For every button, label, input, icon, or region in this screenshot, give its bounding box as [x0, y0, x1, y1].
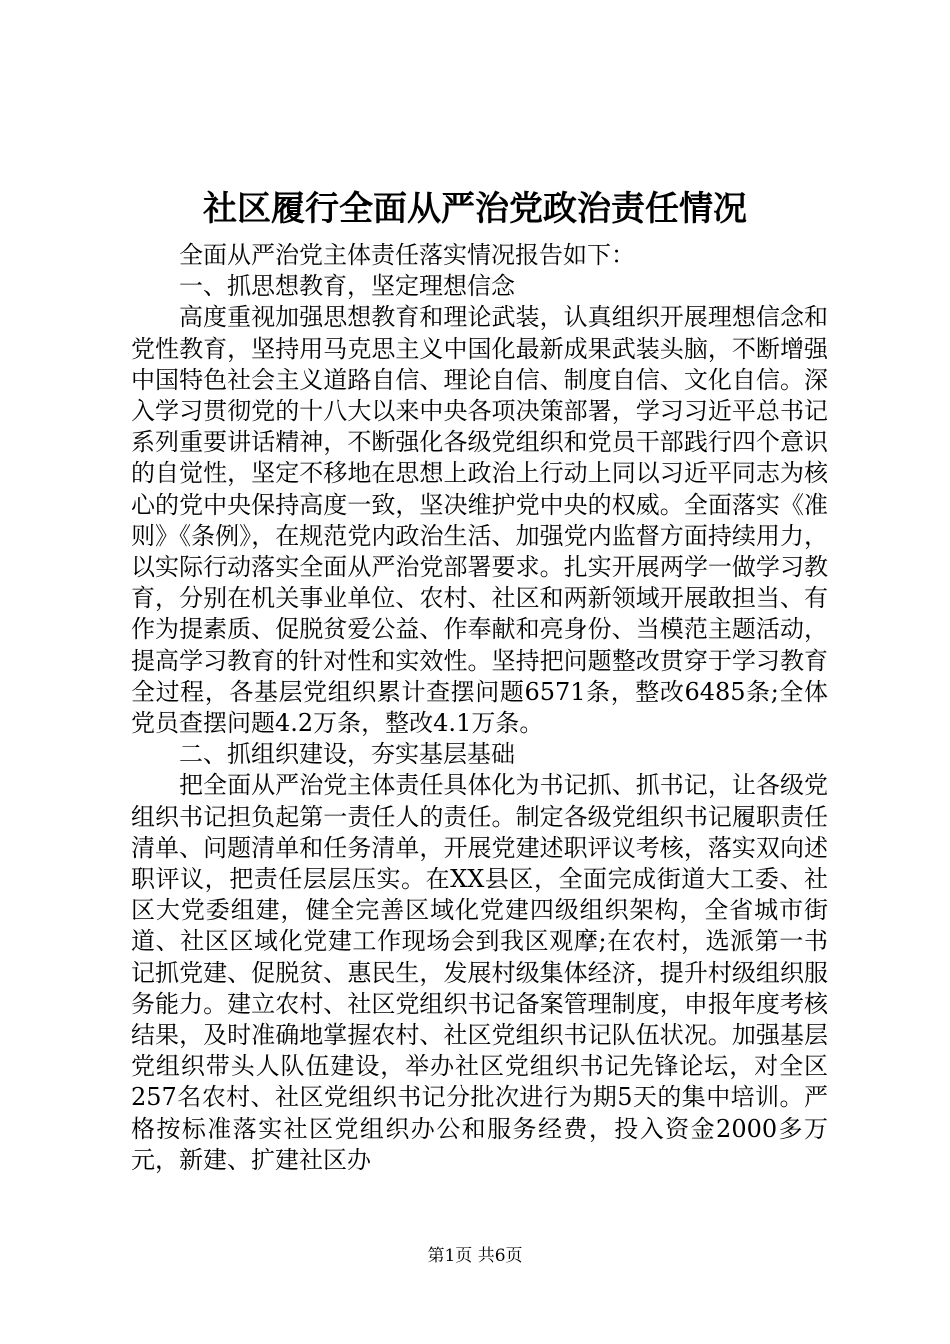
- section-1-paragraph: 高度重视加强思想教育和理论武装，认真组织开展理想信念和党性教育，坚持用马克思主义中国化最新成果武装头脑，不断增强中国特色社会主义道路自信、理论自信、制度自信、文化自信。深入学习贯彻党的十八大以来中央各项决策部署，学习习近平总书记系列重要讲话精神，不断强化各级党组织和党员干部践行四个意识的自觉性，坚定不移地在思想上政治上行动上同以习近平同志为核心的党中央保持高度一致，坚决维护党中央的权威。全面落实《准则》《条例》，在规范党内政治生活、加强党内监督方面持续用力，以实际行动落实全面从严治党部署要求。扎实开展两学一做学习教育，分别在机关事业单位、农村、社区和两新领域开展敢担当、有作为提素质、促脱贫爱公益、作奉献和亮身份、当模范主题活动，提高学习教育的针对性和实效性。坚持把问题整改贯穿于学习教育全过程，各基层党组织累计查摆问题6571条，整改6485条;全体党员查摆问题4.2万条，整改4.1万条。: [131, 303, 828, 738]
- section-2-paragraph: 把全面从严治党主体责任具体化为书记抓、抓书记，让各级党组织书记担负起第一责任人的责任。制定各级党组织书记履职责任清单、问题清单和任务清单，开展党建述职评议考核，落实双向述职评议，把责任层层压实。在XX县区，全面完成街道大工委、社区大党委组建，健全完善区域化党建四级组织架构，全省城市街道、社区区域化党建工作现场会到我区观摩;在农村，选派第一书记抓党建、促脱贫、惠民生，发展村级集体经济，提升村级组织服务能力。建立农村、社区党组织书记备案管理制度，申报年度考核结果，及时准确地掌握农村、社区党组织书记队伍状况。加强基层党组织带头人队伍建设，举办社区党组织书记先锋论坛，对全区257名农村、社区党组织书记分批次进行为期5天的集中培训。严格按标准落实社区党组织办公和服务经费，投入资金2000多万元，新建、扩建社区办: [131, 771, 828, 1174]
- document-title: 社区履行全面从严治党政治责任情况: [203, 189, 747, 229]
- intro-paragraph: 全面从严治党主体责任落实情况报告如下：: [179, 241, 635, 269]
- page-number-footer: 第1页 共6页: [427, 1246, 523, 1266]
- document-body: [131, 240, 828, 1176]
- section-heading-1: 一、抓思想教育，坚定理想信念: [179, 272, 515, 301]
- section-heading-2: 二、抓组织建设，夯实基层基础: [179, 740, 515, 769]
